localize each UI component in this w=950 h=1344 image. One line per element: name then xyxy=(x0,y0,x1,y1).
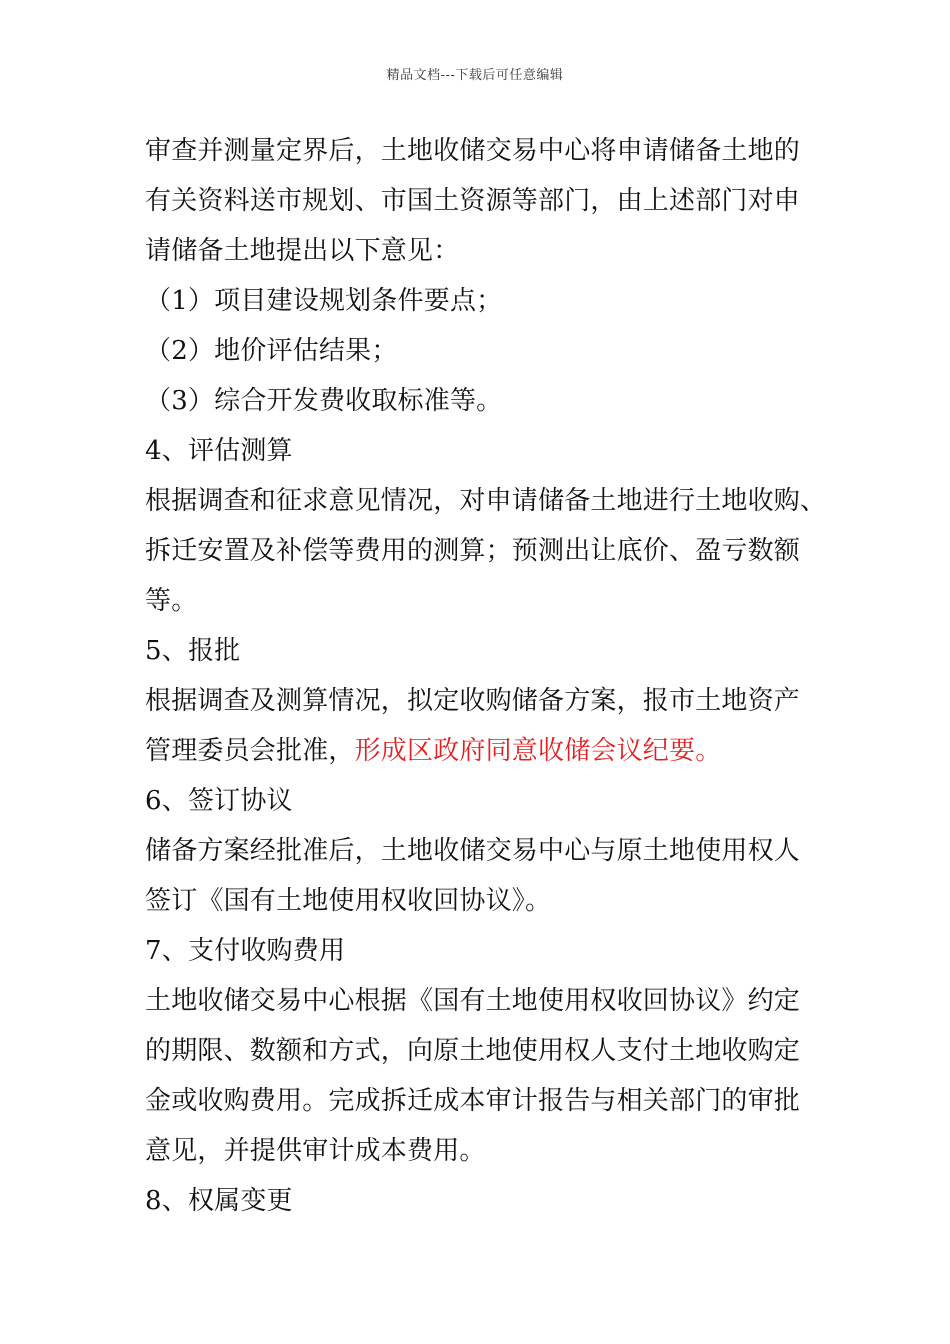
body-line: 根据调查和征求意见情况，对申请储备土地进行土地收购、 xyxy=(145,486,827,516)
body-line: 等。 xyxy=(145,586,198,616)
body-line: 储备方案经批准后，土地收储交易中心与原土地使用权人 xyxy=(145,836,801,866)
body-line: 意见，并提供审计成本费用。 xyxy=(145,1136,486,1166)
highlighted-text: 形成区政府同意收储会议纪要。 xyxy=(354,736,722,766)
section-heading: 4、评估测算 xyxy=(145,436,293,466)
section-heading: 5、报批 xyxy=(145,636,241,666)
section-heading: 6、签订协议 xyxy=(145,786,293,816)
body-line: 拆迁安置及补偿等费用的测算；预测出让底价、盈亏数额 xyxy=(145,536,801,566)
body-text: 管理委员会批准， xyxy=(145,736,355,766)
body-line: 签订《国有土地使用权收回协议》。 xyxy=(145,886,552,916)
body-line: 金或收购费用。完成拆迁成本审计报告与相关部门的审批 xyxy=(145,1086,801,1116)
page-header: 精品文档---下载后可任意编辑 xyxy=(386,68,564,83)
body-line: 的期限、数额和方式，向原土地使用权人支付土地收购定 xyxy=(145,1036,801,1066)
list-item: （3）综合开发费收取标准等。 xyxy=(145,386,503,416)
body-line: 请储备土地提出以下意见： xyxy=(145,236,460,266)
list-item: （1）项目建设规划条件要点； xyxy=(145,286,503,316)
section-heading: 8、权属变更 xyxy=(145,1186,293,1216)
body-line xyxy=(145,726,845,776)
document-body xyxy=(145,126,845,1226)
list-item: （2）地价评估结果； xyxy=(145,336,398,366)
body-line: 有关资料送市规划、市国土资源等部门，由上述部门对申 xyxy=(145,186,801,216)
body-line: 土地收储交易中心根据《国有土地使用权收回协议》约定 xyxy=(145,986,801,1016)
body-line: 根据调查及测算情况，拟定收购储备方案，报市土地资产 xyxy=(145,686,801,716)
section-heading: 7、支付收购费用 xyxy=(145,936,346,966)
body-line: 审查并测量定界后，土地收储交易中心将申请储备土地的 xyxy=(145,136,801,166)
